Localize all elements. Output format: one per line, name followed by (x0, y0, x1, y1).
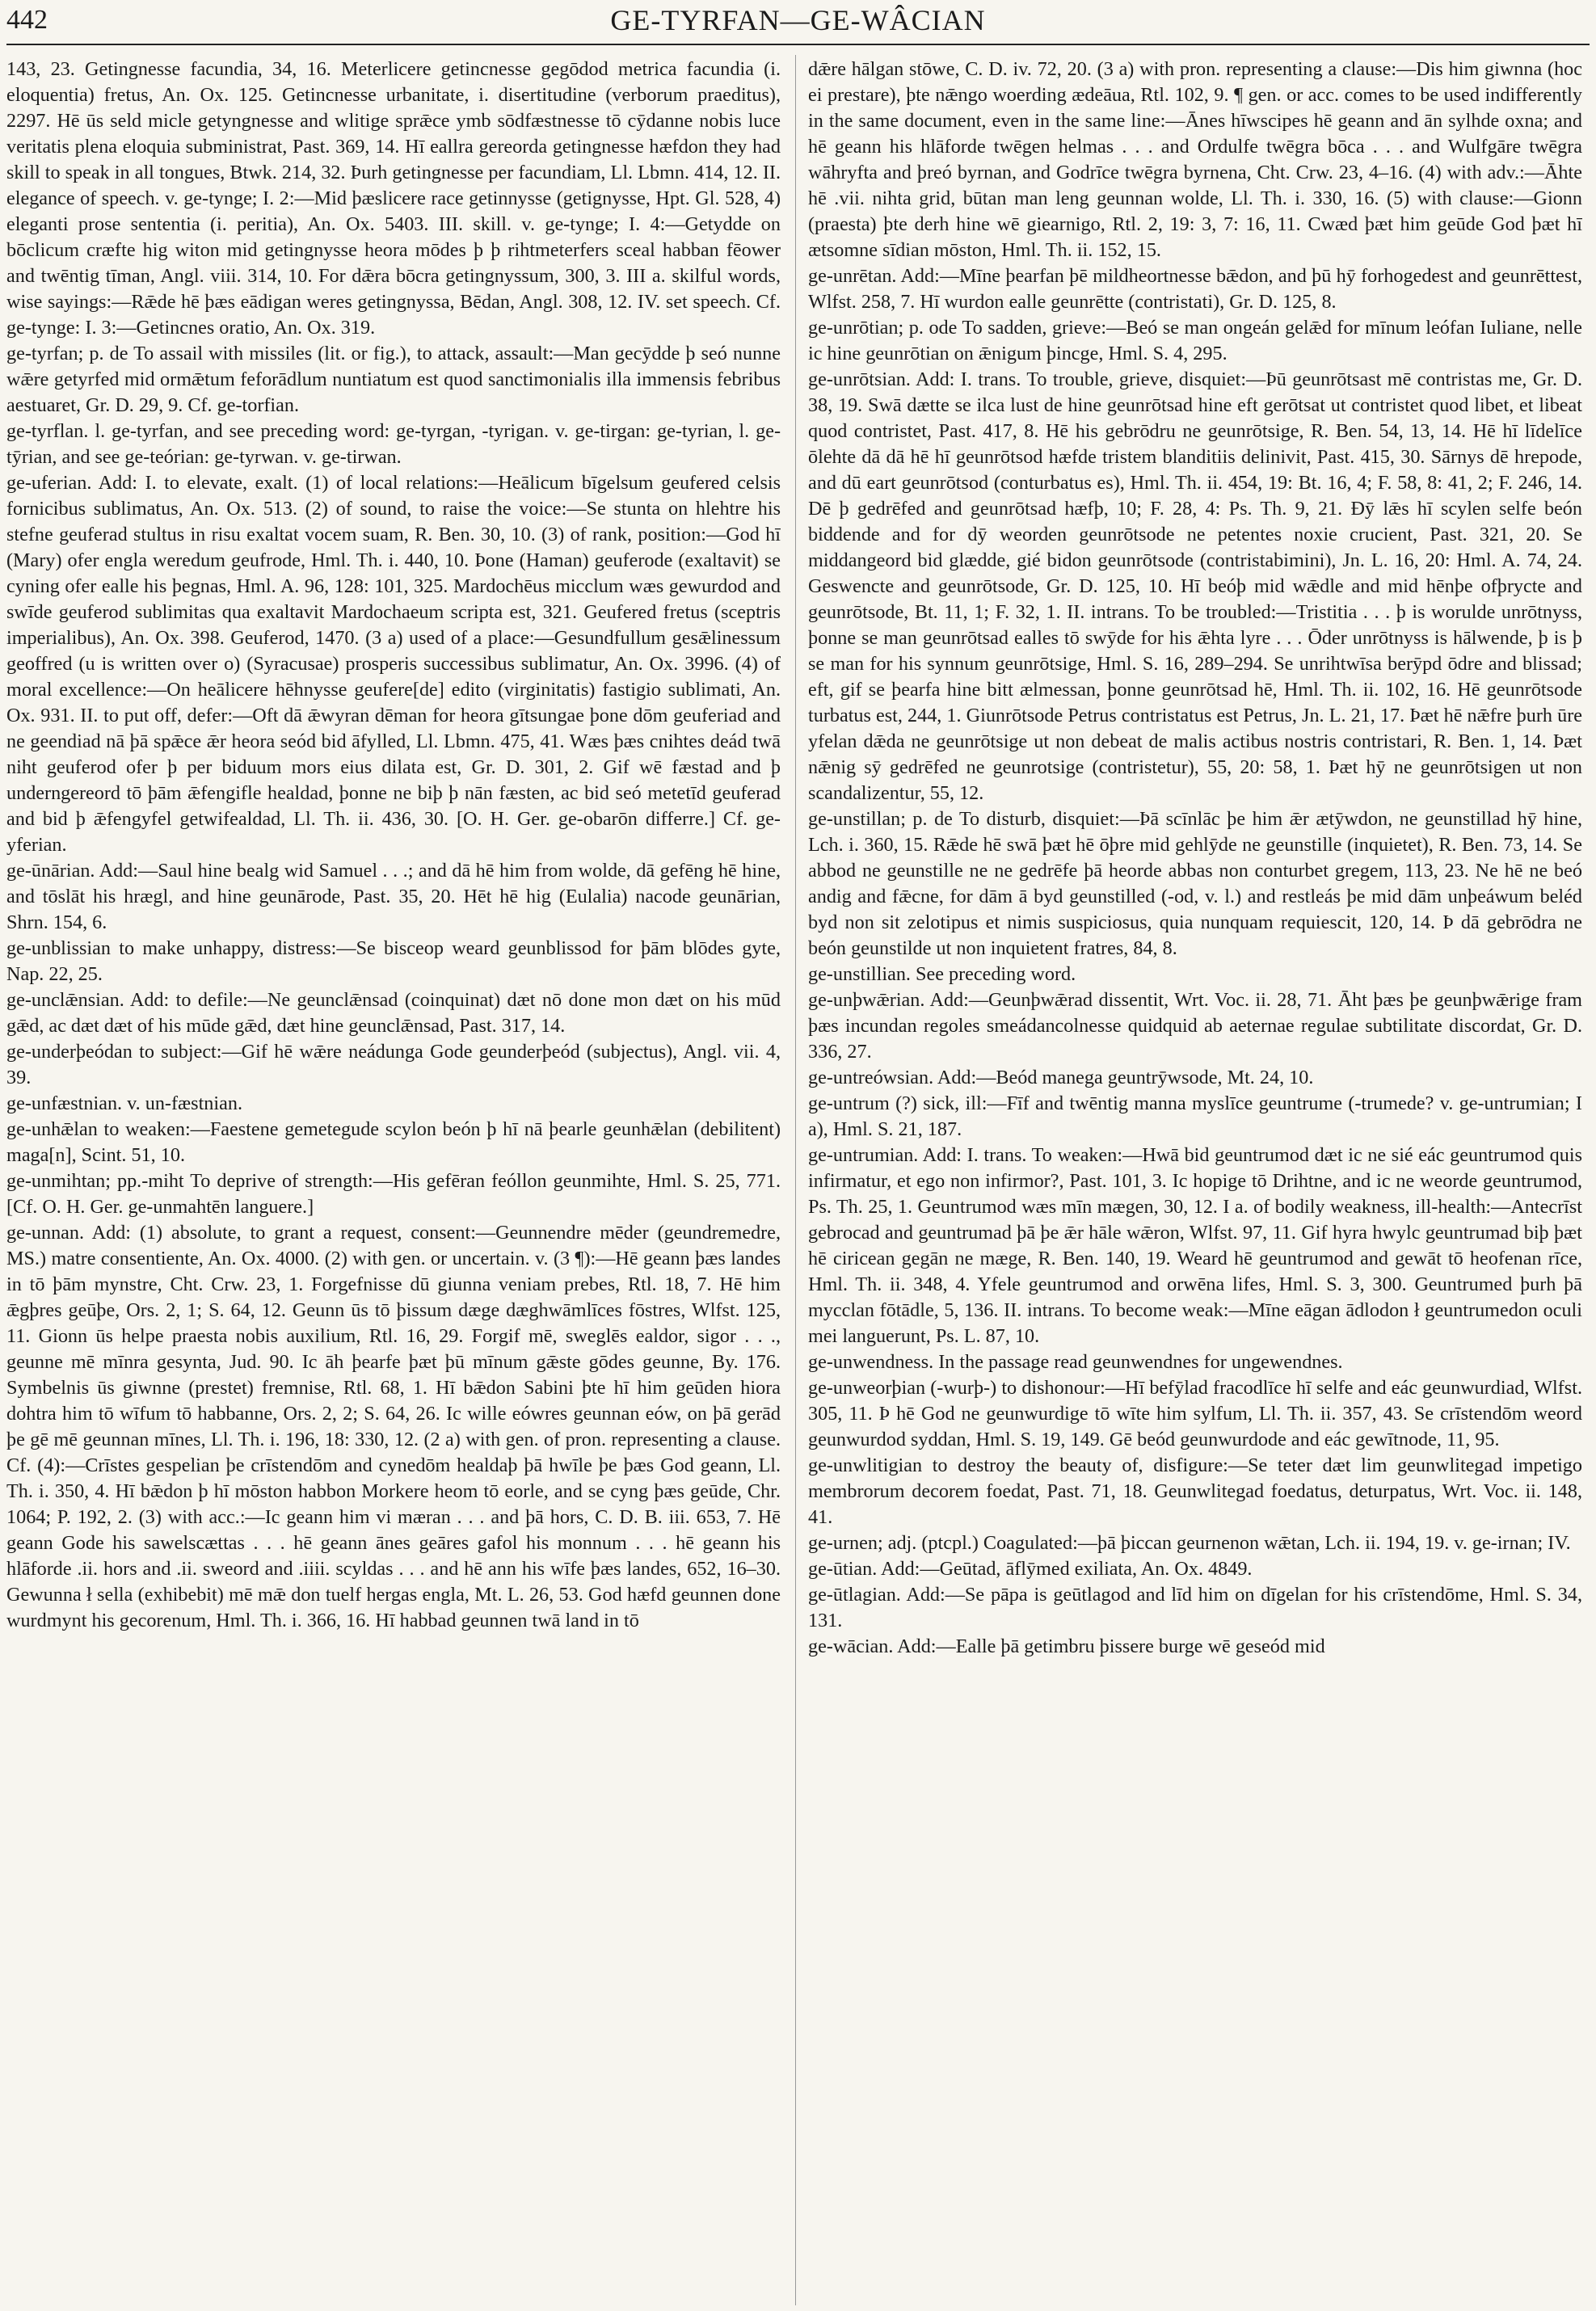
entry-ge-unnan: ge-unnan. Add: (1) absolute, to grant a request, consent:—Geunnendre mēder (geundremedre, MS.) matre consentiente, An. Ox. 4000. (2) with gen. or uncertain. v. (3 ¶):—Hē geann þæs landes in tō þām mynstre, Cht. Crw. 23, 1. Forgefnisse dū giunna veniam prebes, Rtl. 18, 7. Hē him ǣgþres geūþe, Ors. 2, 1; S. 64, 12. Geunn ūs tō þissum dæge dæghwāmlīces fōstres, Wlfst. 125, 11. Gionn ūs helpe praesta nobis auxilium, Rtl. 16, 29. Forgif mē, sweglēs ealdor, sigor . . ., geunne mē mīnra gesynta, Jud. 90. Ic āh þearfe þæt þū mīnum gǣste gōdes geunne, By. 176. Symbelnis ūs giwnne (prestet) fremnise, Rtl. 68, 1. Hī bǣdon Sabini þte hī him geūden hiora dohtra him tō wīfum tō habbanne, Ors. 2, 2; S. 64, 26. Ic wille eówres geunnan eów, on þā gerād þe gē mē geunnan mīnes, Ll. Th. i. 196, 18: 330, 12. (2 a) with gen. of pron. representing a clause. Cf. (4):—Crīstes gespelian þe crīstendōm and cynedōm healdaþ þā hwīle þe þæs God geann, Ll. Th. i. 350, 4. Hī bǣdon þ hī mōston habbon Morkere heom tō eorle, and se cyng þæs geūde, Chr. 1064; P. 192, 2. (3) with acc.:—Ic geann him vi mæran . . . and þā hors, C. D. B. iii. 653, 7. Hē geann Gode his sawelscættas . . . hē geann ānes geāres gafol his monnum . . . hē geann his hlāforde .ii. hors and .ii. sweord and .iiii. scyldas . . . and hē ann his wīfe þæs landes, 652, 16–30. Gewunna ł sella (exhibebit) mē mǣ don tuelf hergas engla, Mt. L. 26, 53. God hæfd geunnen done wurdmynt his gecorenum, Hml. Th. i. 366, 16. Hī habbad geunnen twā land in tō (6, 1222, 781, 1631)
entry-ge-unhaelan: ge-unhǣlan to weaken:—Faestene gemetegude scylon beón þ hī nā þearle geunhǣlan (debilitent) maga[n], Scint. 51, 10. (6, 1118, 781, 1166)
entry-ge-unwlitigian: ge-unwlitigian to destroy the beauty of, disfigure:—Se teter dæt lim geunwlitegad impetigo membrorum decorem foedat, Past. 71, 18. Geunwlitegad foedatus, deturpatus, Wrt. Voc. ii. 148, 41. (808, 1454, 1582, 1528)
entry-ge-untreowsian: ge-untreówsian. Add:—Beód manega geuntrȳwsode, Mt. 24, 10. (808, 1067, 1314, 1088)
running-head: GE-TYRFAN—GE-WÂCIAN (610, 4, 986, 36)
entry-ge-unwendness: ge-unwendness. In the passage read geunwendnes for ungewendnes. (808, 1351, 1343, 1373)
entry-ge-unweorpian: ge-unweorþian (-wurþ-) to dishonour:—Hī befȳlad fracodlīce hī selfe and eác geunwurdiad, Wlfst. 305, 11. Þ hē God ne geunwurdige tō wīte him sylfum, Ll. Th. ii. 357, 43. Se crīstendōm weord geunwurdod syddan, Hml. S. 19, 149. Gē beód geunwurdode and eác gewītnode, 11, 95. (808, 1377, 1582, 1450)
page-header (0, 0, 1596, 48)
entry-ge-wacian: ge-wācian. Add:—Ealle þā getimbru þissere burge wē geseód mid (808, 1635, 1325, 1657)
column-divider (795, 55, 796, 2305)
entry-ge-unarian: ge-ūnārian. Add:—Saul hine bealg wid Samuel . . .; and dā hē him from wolde, dā gefēng hē hine, and tōslāt his hrægl, and hine geunārode, Past. 35, 20. Hēt hē hig (Eulalia) nacode geunārian, Shrn. 154, 6. (6, 860, 781, 933)
entry-ge-tyrflan: ge-tyrflan. l. ge-tyrfan, and see preceding word: ge-tyrgan, -tyrigan. v. ge-tirgan: ge-tyrian, l. ge-tȳrian, and see ge-teórian: ge-tyrwan. v. ge-tirwan. (6, 420, 781, 468)
entry-ge-utian: ge-ūtian. Add:—Geūtad, āflȳmed exiliata, An. Ox. 4849. (808, 1558, 1253, 1580)
right-column (808, 57, 1582, 2303)
entry-ge-unmihtan: ge-unmihtan; pp.-miht To deprive of strength:—His gefēran feóllon geunmihte, Hml. S. 25, 771. [Cf. O. H. Ger. ge-unmahtēn languere.] (6, 1170, 781, 1218)
entry-ge-unrotsian: ge-unrōtsian. Add: I. trans. To trouble, grieve, disquiet:—Þū geunrōtsast mē contristas me, Gr. D. 38, 19. Swā dætte se ilca lust de hine geunrōtsad hine eft gerōtsat ut contristet quod libet, et libeat quod contristet, Past. 417, 8. Hē his gebrōdru ne geunrōtsige, R. Ben. 54, 13, 14. Hē hī līdelīce ōlehte dā dā hē hī geunrōtsod hæfde tristem blanditiis delinivit, Past. 415, 30. Sārnys dē hrepode, and dū eart geunrōtsod (conturbatus es), Hml. Th. ii. 454, 19: Bt. 16, 4; F. 58, 8: 41, 2; F. 246, 14. Dē þ gedrēfed and geunrōtsad hæfþ, 10; F. 28, 4: Ps. Th. 9, 21. Ðȳ lǣs hī scylen selfe beón biddende and for dȳ weorden geunrōtsode ne petentes noxie crucient, Past. 321, 20. Se middangeord bid glædde, gié bidon geunrōtsode (contristabimini), Jn. L. 16, 20: Hml. A. 74, 24. Geswencte and geunrōtsode, Gr. D. 125, 10. Hī beóþ mid wǣdle and mid hēnþe ofþrycte and geunrōtsode, Bt. 11, 1; F. 32, 1. II. intrans. To be troubled:—Tristitia . . . þ is worulde unrōtnyss, þonne se man geunrōtsad ealles tō swȳde for his ǣhta lyre . . . Ōder unrōtnyss is hālwende, þ is þ se man for his synnum geunrōtsige, Hml. S. 16, 289–294. Se unrihtwīsa berȳpd ōdre and blissad; eft, gif se þearfa hine bitt ælmessan, þonne geunrōtsad hē, Hml. Th. ii. 102, 16. Hē geunrōtsode turbatus est, 244, 1. Giunrōtsode Petrus contristatus est Petrus, Jn. L. 21, 17. Þæt hē nǣfre þurh ūre yfelan dǣda ne geunrōtsige ut non debeat de malis actibus nostris contristari, R. Ben. 1, 14. Þæt nǣnig sȳ gedrēfed ne geunrotsige (contristetur), 55, 20: 58, 1. Þæt hȳ ne geunrōtsigen ut non scandalizentur, 55, 12. (808, 368, 1582, 804)
left-column (6, 57, 781, 2303)
page-number: 442 (6, 5, 48, 35)
entry-ge-unrotian: ge-unrōtian; p. ode To sadden, grieve:—Beó se man ongeán gelǣd for mīnum leófan Iuliane, nelle ic hine geunrōtian on ǣnigum þincge, Hml. S. 4, 295. (808, 317, 1582, 364)
entry-ge-unnan-continued: dǣre hālgan stōwe, C. D. iv. 72, 20. (3 a) with pron. representing a clause:—Dis him giwnna (hoc ei prestare), þte nǣngo woerding ædeāua, Rtl. 102, 9. ¶ gen. or acc. comes to be used indifferently in the same document, even in the same line:—Ānes hīwscipes hē geann and ān sylhde oxna; and hē geann his hlāforde twēgen helmas . . . and Ordulfe twēgra bōca . . . and Wulfgāre twēgra wāhryfta and þreó byrnan, and Godrīce twēgra byrnena, Cht. Crw. 23, 4–16. (4) with adv.:—Āhte hē .vii. nihta grid, būtan man leng geunnan wolde, Ll. Th. i. 330, 16. (5) with clause:—Gionn (praesta) þte derh hine wē giearnigo, Rtl. 2, 19: 3, 7: 16, 11. Cwæd þæt him geūde God þæt hī ætsomne sīdian mōston, Hml. Th. ii. 152, 15. (808, 58, 1582, 261)
entry-ge-unretan: ge-unrētan. Add:—Mīne þearfan þē mildheortnesse bǣdon, and þū hȳ forhogedest and geunrēttest, Wlfst. 258, 7. Hī wurdon ealle geunrētte (contristati), Gr. D. 125, 8. (808, 265, 1582, 313)
entry-ge-unblissian: ge-unblissian to make unhappy, distress:—Se bisceop weard geunblissod for þām blōdes gyte, Nap. 22, 25. (6, 937, 781, 985)
entry-ge-tyrfan: ge-tyrfan; p. de To assail with missiles (lit. or fig.), to attack, assault:—Man gecȳdde þ seó nunne wǣre getyrfed mid ormǣtum feforādlum nuntiatum est quod sanctimonialis illa immensis febribus aestuaret, Gr. D. 29, 9. Cf. ge-torfian. (6, 343, 781, 416)
entry-ge-unstillan: ge-unstillan; p. de To disturb, disquiet:—Þā scīnlāc þe him ǣr ætȳwdon, ne geunstillad hȳ hine, Lch. i. 360, 15. Rǣde hē swā þæt hē ōþre mid gehlȳde ne geunstille (inquietet), R. Ben. 73, 14. Se abbod ne geunstille ne ne gedrēfe þā heorde abbas non conturbet gregem, 113, 23. Ne hē ne beó andig and fǣcne, for dām ā byd geunstilled (-od, v. l.) and restleás þe mid dām unþeáwum beléd byd non sit zelotipus et nimis suspiciosus, quia nunquam requiescit, 120, 14. Þ dā gebrōdra ne beón geunstilde ut non inquietent fratres, 84, 8. (808, 808, 1582, 959)
entry-ge-untrum: ge-untrum (?) sick, ill:—Fīf and twēntig manna myslīce geuntrume (-trumede? v. ge-untrumian; I a), Hml. S. 21, 187. (808, 1092, 1582, 1140)
entry-ge-unclaensian: ge-unclǣnsian. Add: to defile:—Ne geunclǣnsad (coinquinat) dæt nō done mon dæt on his mūd gǣd, ac dæt dæt of his mūde gǣd, dæt hine geunclǣnsad, Past. 317, 14. (6, 989, 781, 1037)
entry-ge-underpeodan: ge-underþeódan to subject:—Gif hē wǣre neádunga Gode geunderþeód (subjectus), Angl. vii. 4, 39. (6, 1041, 781, 1088)
header-rule (6, 44, 1590, 45)
entry-ge-unpwaerian: ge-unþwǣrian. Add:—Geunþwǣrad dissentit, Wrt. Voc. ii. 28, 71. Āht þæs þe geunþwǣrige fram þæs incundan regoles smeádancolnesse quidquid ab aeternae regulae subtilitate discordat, Gr. D. 336, 27. (808, 989, 1582, 1063)
entry-ge-unstillian: ge-unstillian. See preceding word. (808, 963, 1076, 985)
entry-getingnesse-continued: 143, 23. Getingnesse facundia, 34, 16. Meterlicere getincnesse gegōdod metrica facundia (i. eloquentia) fretus, An. Ox. 125. Getincnesse urbanitate, i. disertitudine (verborum praeditus), 2297. Hē ūs seld micle getyngnesse and wlitige sprǣce ymb sōdfæstnesse tō cȳdanne nobis luce veritatis plena eloquia subministrat, Past. 369, 14. Hī eallra gereorda getingnesse hæfdon they had skill to speak in all tongues, Btwk. 214, 32. Þurh getingnesse per facundiam, Ll. Lbmn. 414, 12. II. elegance of speech. v. ge-tynge; I. 2:—Mid þæslicere race getinnysse (getignysse, Hpt. Gl. 528, 4) eleganti prose sententia (i. peritia), An. Ox. 5403. III. skill. v. ge-tynge; I. 4:—Getydde on bōclicum cræfte hig witon mid getingnysse heora mōdes þ þ rihtmeterfers sceal habban fēower and twēntig tīman, Angl. viii. 314, 10. For dǣra bōcra getingnyssum, 300, 3. III a. skilful words, wise sayings:—Rǣde hē þæs eādigan weres getingnyssa, Bēdan, Angl. 308, 12. IV. set speech. Cf. ge-tynge: I. 3:—Getincnes oratio, An. Ox. 319. (6, 58, 781, 339)
entry-ge-utlagian: ge-ūtlagian. Add:—Se pāpa is geūtlagod and līd him on dīgelan for his crīstendōme, Hml. S. 34, 131. (808, 1584, 1582, 1631)
entry-ge-untrumian: ge-untrumian. Add: I. trans. To weaken:—Hwā bid geuntrumod dæt ic ne sié eác geuntrumod quis infirmatur, et ego non infirmor?, Past. 101, 3. Ic hopige tō Drihtne, and ic ne weorde geuntrumod, Ps. Th. 25, 1. Geuntrumod wæs mīn mægen, 30, 12. I a. of bodily weakness, ill-health:—Antecrīst gebrocad and geuntrumad þā þe ǣr hāle wǣron, Wlfst. 97, 11. Gif hyra hwylc geuntrumad biþ þæt hē ciricean gegān ne mæge, R. Ben. 140, 19. Weard hē geuntrumod and gewāt tō heofenan rīce, Hml. Th. ii. 348, 4. Yfele geuntrumod and orwēna lifes, Hml. S. 3, 300. Geuntrumed þurh þā mycclan fōtādle, 5, 136. II. intrans. To become weak:—Mīne eāgan ādlodon ł geuntrumedon oculi mei languerunt, Ps. L. 87, 10. (808, 1144, 1582, 1347)
entry-ge-unfaestnian: ge-unfæstnian. v. un-fæstnian. (6, 1092, 242, 1114)
entry-ge-uferian: ge-uferian. Add: I. to elevate, exalt. (1) of local relations:—Heālicum bīgelsum geufered celsis fornicibus sublimatus, An. Ox. 513. (2) of sound, to raise the voice:—Se stunta on hlehtre his stefne geuferad stultus in risu exaltat vocem suam, R. Ben. 30, 10. (3) of rank, position:—God hī (Mary) ofer engla weredum geufrode, Hml. Th. i. 440, 10. Þone (Haman) geuferode (exaltavit) se cyning ofer ealle his þegnas, Hml. A. 96, 128: 101, 325. Mardochēus micclum wæs gewurdod and swīde geuferod sublimitas qua exaltavit Mardochaeum scripta est, 321. Geufered fretus (sceptris imperialibus), An. Ox. 398. Geuferod, 1470. (3 a) used of a place:—Gesundfullum gesǣlinessum geoffred (u is written over o) (Syracusae) prosperis successibus sublimatur, An. Ox. 3996. (4) of moral excellence:—On heālicere hēhnysse geufere[de] edito (virginitatis) fastigio sublimati, An. Ox. 931. II. to put off, defer:—Oft dā ǣwyran dēman for heora gītsungae þone dōm geuferiad and ne geendiad nā þā spǣce ǣr heora seód bid āfylled, Ll. Lbmn. 475, 41. Wæs þæs cnihtes deád twā niht geuferod ofer þ per biduum mors eius dilata est, Gr. D. 301, 2. Gif wē fæstad and þ underngereord tō þām ǣfengifle healdad, þonne ne biþ þ nān fæsten, ac bid seó metetīd geuferad and bid þ ǣfengyfel getwifealdad, Ll. Th. ii. 436, 30. [O. H. Ger. ge-obarōn differre.] Cf. ge-yferian. (6, 472, 781, 856)
entry-ge-urnen: ge-urnen; adj. (ptcpl.) Coagulated:—þā þiccan geurnenon wǣtan, Lch. ii. 194, 19. v. ge-irnan; IV. (808, 1532, 1571, 1554)
